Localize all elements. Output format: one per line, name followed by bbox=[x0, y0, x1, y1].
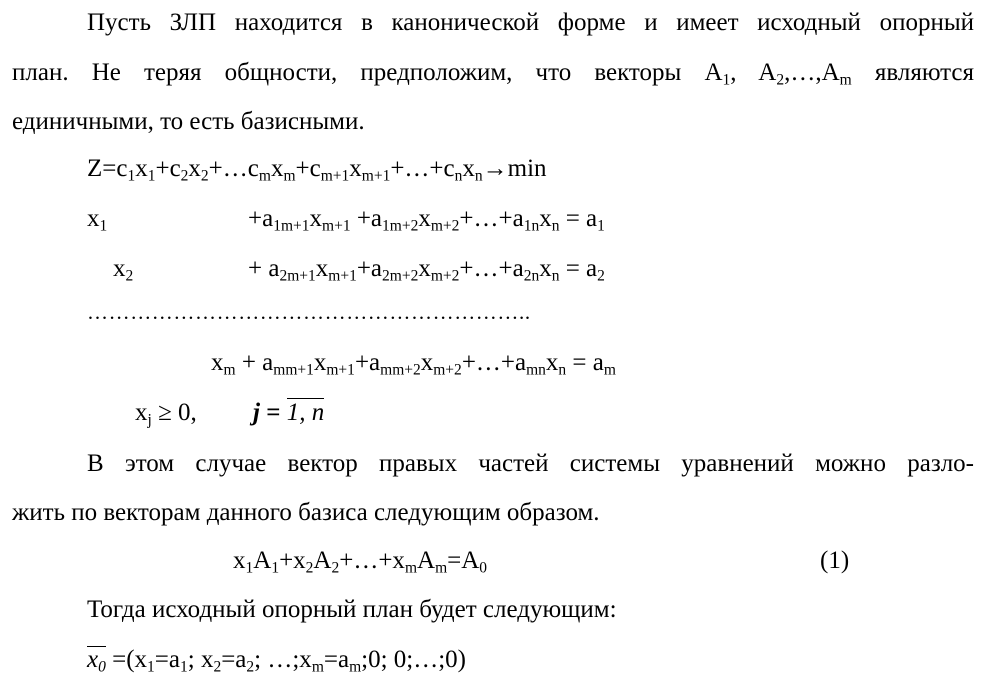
subscript: m bbox=[258, 167, 271, 185]
subscript: 2 bbox=[180, 167, 189, 185]
subscript: 2 bbox=[776, 71, 785, 89]
subscript: 2 bbox=[246, 658, 255, 676]
text: x bbox=[462, 155, 475, 182]
subscript: 1 bbox=[147, 658, 155, 676]
text: +x bbox=[279, 547, 306, 574]
subscript: m bbox=[839, 71, 852, 89]
subscript: n bbox=[474, 167, 483, 185]
paragraph-1-line-1 bbox=[87, 10, 974, 35]
text: +a bbox=[350, 205, 383, 232]
text: x bbox=[188, 155, 201, 182]
subscript: 2 bbox=[331, 559, 340, 577]
subscript: 2m+2 bbox=[382, 267, 419, 285]
text: +…+x bbox=[339, 547, 405, 574]
initial-plan bbox=[87, 646, 466, 676]
text: j bbox=[253, 399, 260, 426]
constraint-1-variable bbox=[87, 205, 108, 235]
text: +…+c bbox=[390, 155, 455, 182]
equation-number bbox=[820, 548, 849, 573]
subscript: m+1 bbox=[361, 167, 391, 185]
paragraph-1-line-3 bbox=[12, 109, 365, 134]
subscript: 2 bbox=[200, 167, 209, 185]
text: x bbox=[270, 155, 284, 182]
subscript: m+1 bbox=[320, 167, 350, 185]
subscript: m bbox=[283, 167, 296, 185]
subscript: mm+1 bbox=[273, 361, 314, 379]
text: план. Не теряя общности, предположим, что векторы A bbox=[12, 60, 723, 86]
text: +…+a bbox=[459, 255, 524, 282]
text: x bbox=[349, 155, 362, 182]
subscript: m+2 bbox=[430, 217, 460, 235]
arrow-symbol: → bbox=[482, 155, 508, 182]
subscript: m bbox=[435, 559, 448, 577]
subscript: j bbox=[147, 411, 152, 429]
text: =(x bbox=[105, 646, 148, 673]
range-overline: 1, n bbox=[286, 399, 325, 426]
text: В этом случае вектор правых частей системы уравнений можно разло- bbox=[87, 450, 974, 477]
text: ; x bbox=[187, 646, 214, 673]
text: (1) bbox=[820, 547, 850, 574]
subscript: 1n bbox=[523, 217, 540, 235]
text: x bbox=[418, 205, 431, 232]
subscript: 1m+1 bbox=[273, 217, 310, 235]
subscript: 0 bbox=[479, 559, 488, 577]
text: +…c bbox=[208, 155, 259, 182]
text: = a bbox=[559, 255, 598, 282]
x0-vector bbox=[87, 646, 106, 676]
text: x bbox=[418, 255, 431, 282]
subscript: 1 bbox=[180, 658, 188, 676]
subscript: 2m+1 bbox=[279, 267, 316, 285]
text: Z=c bbox=[87, 155, 128, 182]
text: =a bbox=[323, 646, 350, 673]
ellipsis-line bbox=[87, 302, 531, 323]
constraint-2-variable bbox=[113, 255, 134, 285]
text: жить по векторам данного базиса следующим образом. bbox=[12, 499, 600, 526]
subscript: 1 bbox=[597, 217, 605, 235]
subscript: m bbox=[349, 658, 362, 676]
index-range bbox=[253, 400, 324, 425]
subscript: 2 bbox=[125, 267, 134, 285]
subscript: m+1 bbox=[322, 217, 351, 235]
text: =a bbox=[154, 646, 180, 673]
text: x bbox=[309, 205, 323, 232]
subscript: 1 bbox=[147, 167, 156, 185]
subscript: m+2 bbox=[430, 267, 460, 285]
non-negativity-condition bbox=[135, 399, 197, 429]
paragraph-2-line-1 bbox=[87, 451, 974, 476]
text: x bbox=[420, 349, 434, 376]
paragraph-1-line-2 bbox=[12, 60, 974, 90]
text: + a bbox=[235, 349, 274, 376]
text: =a bbox=[221, 646, 247, 673]
constraint-1-terms bbox=[248, 205, 605, 235]
subscript: m bbox=[311, 658, 324, 676]
subscript: 1m+2 bbox=[382, 217, 419, 235]
subscript: m+1 bbox=[328, 267, 357, 285]
text: +a bbox=[354, 349, 381, 376]
subscript: mn bbox=[526, 361, 546, 379]
subscript: 2 bbox=[305, 559, 314, 577]
subscript: n bbox=[551, 267, 560, 285]
subscript: 2n bbox=[523, 267, 540, 285]
text: +a bbox=[356, 255, 383, 282]
subscript: 2 bbox=[597, 267, 605, 285]
subscript: 1 bbox=[722, 71, 731, 89]
paragraph-3 bbox=[87, 597, 617, 622]
subscript: m bbox=[404, 559, 417, 577]
constraint-2-terms bbox=[248, 255, 605, 285]
text: ;0; 0;…;0) bbox=[361, 646, 466, 673]
subscript: 1 bbox=[245, 559, 254, 577]
subscript: 1 bbox=[99, 217, 108, 235]
subscript: 2 bbox=[213, 658, 222, 676]
text: = bbox=[259, 399, 287, 426]
subscript: 0 bbox=[98, 658, 106, 676]
text: единичными, то есть базисными. bbox=[12, 108, 365, 135]
text: +c bbox=[155, 155, 181, 182]
text: +…+a bbox=[461, 349, 527, 376]
text: x bbox=[233, 547, 246, 574]
text: x bbox=[135, 399, 148, 426]
text: x bbox=[87, 205, 100, 232]
subscript: m bbox=[223, 361, 236, 379]
text: Тогда исходный опорный план будет следующим: bbox=[87, 596, 617, 623]
text: x bbox=[545, 349, 559, 376]
text: +c bbox=[295, 155, 321, 182]
text: …………………………………………………….. bbox=[87, 300, 531, 324]
constraint-m bbox=[211, 349, 616, 379]
text: +a bbox=[248, 205, 274, 232]
subscript: 1 bbox=[127, 167, 136, 185]
subscript: n bbox=[558, 361, 567, 379]
text: x bbox=[313, 349, 327, 376]
text: , A bbox=[730, 60, 777, 86]
text: x bbox=[539, 255, 552, 282]
subscript: n bbox=[551, 217, 560, 235]
text: ; …;x bbox=[254, 646, 312, 673]
subscript: m+2 bbox=[433, 361, 462, 379]
text: x bbox=[315, 255, 329, 282]
text: A bbox=[313, 547, 332, 574]
subscript: m+1 bbox=[326, 361, 355, 379]
text: Пусть ЗЛП находится в канонической форме и имеет исходный опорный bbox=[87, 9, 974, 36]
text: min bbox=[507, 155, 547, 182]
text: = a bbox=[559, 205, 598, 232]
text: ,…,A bbox=[784, 60, 840, 86]
subscript: m bbox=[603, 361, 616, 379]
text: + a bbox=[248, 255, 280, 282]
text: x bbox=[539, 205, 552, 232]
text: = a bbox=[566, 349, 604, 376]
text: A bbox=[253, 547, 272, 574]
objective-function bbox=[87, 155, 547, 185]
text: x bbox=[87, 646, 99, 673]
text: x bbox=[211, 349, 224, 376]
text: +…+a bbox=[459, 205, 524, 232]
subscript: n bbox=[454, 167, 463, 185]
text: x bbox=[135, 155, 148, 182]
text: =A bbox=[447, 547, 480, 574]
subscript: 1 bbox=[271, 559, 280, 577]
subscript: mm+2 bbox=[380, 361, 421, 379]
equation-1 bbox=[233, 547, 488, 577]
text: ≥ 0, bbox=[151, 399, 197, 426]
text: x bbox=[113, 255, 126, 282]
text: A bbox=[417, 547, 436, 574]
paragraph-2-line-2 bbox=[12, 500, 600, 525]
text: являются bbox=[851, 60, 974, 86]
